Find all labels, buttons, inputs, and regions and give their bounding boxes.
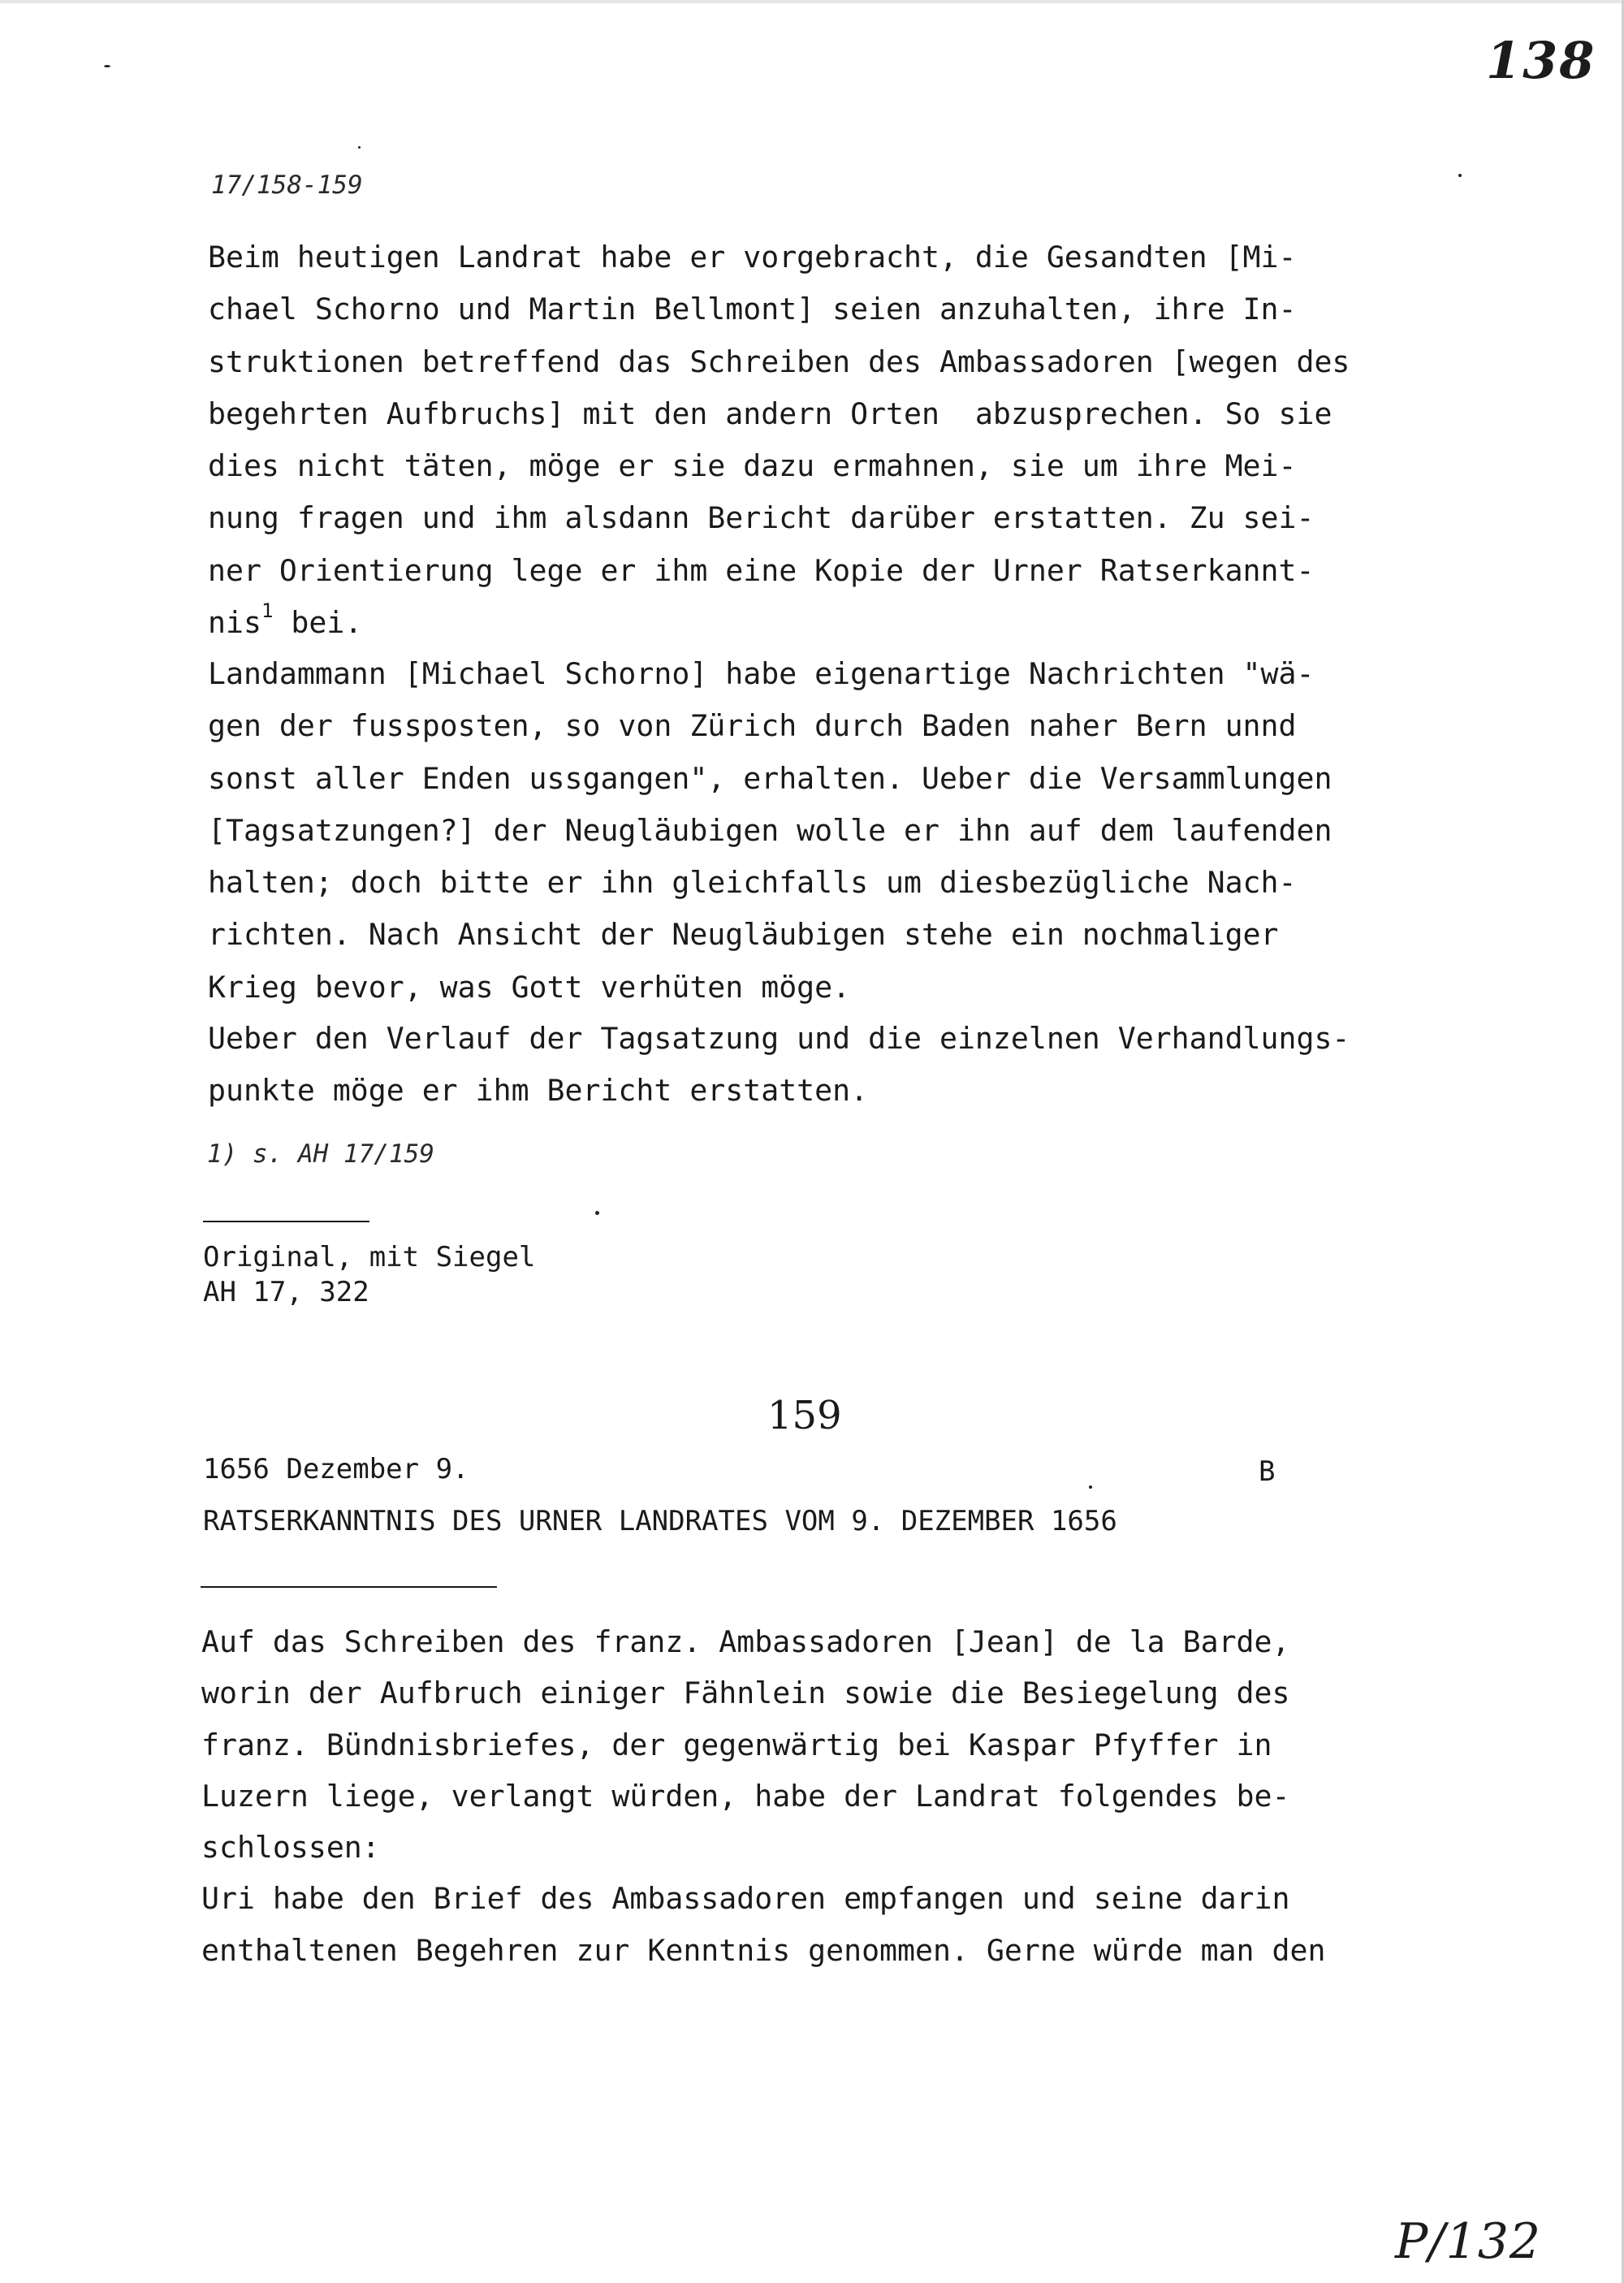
text-line: nis xyxy=(208,605,261,641)
source-line: Original, mit Siegel xyxy=(203,1241,536,1273)
text-line: schlossen: xyxy=(201,1830,380,1866)
text-line: bei. xyxy=(273,605,363,641)
text-line: chael Schorno und Martin Bellmont] seien anzuhalten, ihre In- xyxy=(208,292,1297,327)
text-line: worin der Aufbruch einiger Fähnlein sowie die Besiegelung des xyxy=(201,1675,1290,1711)
scan-speck xyxy=(358,146,361,149)
scan-speck xyxy=(1458,174,1462,177)
document-date: 1656 Dezember 9. xyxy=(203,1453,469,1485)
text-line: sonst aller Enden ussgangen", erhalten. Ueber die Versammlungen xyxy=(208,760,1332,796)
text-line: dies nicht täten, möge er sie dazu ermahnen, sie um ihre Mei- xyxy=(208,448,1297,484)
text-line: Krieg bevor, was Gott verhüten möge. xyxy=(208,969,851,1005)
text-line: enthaltenen Begehren zur Kenntnis genommen. Gerne würde man den xyxy=(201,1932,1326,1968)
text-line: halten; doch bitte er ihn gleichfalls um diesbezügliche Nach- xyxy=(208,865,1297,901)
text-line: begehrten Aufbruchs] mit den andern Orten abzusprechen. So sie xyxy=(208,396,1332,431)
handwritten-folio-number: 138 xyxy=(1486,31,1596,90)
paragraph-3 xyxy=(208,1013,1350,1118)
document-title: RATSERKANNTNIS DES URNER LANDRATES VOM 9. DEZEMBER 1656 xyxy=(203,1505,1117,1537)
footnote-mark: 1 xyxy=(261,599,274,622)
text-line: ner Orientierung lege er ihm eine Kopie der Urner Ratserkannt- xyxy=(208,552,1315,588)
handwritten-archive-number: P/132 xyxy=(1395,2213,1542,2270)
scan-speck xyxy=(1089,1485,1092,1489)
page-top-edge xyxy=(0,0,1624,3)
text-line: Ueber den Verlauf der Tagsatzung und die einzelnen Verhandlungs- xyxy=(208,1021,1350,1056)
footnote: 1) s. AH 17/159 xyxy=(207,1139,434,1169)
document-reference: 17/158-159 xyxy=(211,171,363,200)
text-line: struktionen betreffend das Schreiben des Ambassadoren [wegen des xyxy=(208,344,1350,379)
text-line: punkte möge er ihm Bericht erstatten. xyxy=(208,1073,869,1109)
text-line: nung fragen und ihm alsdann Bericht darüber erstatten. Zu sei- xyxy=(208,500,1315,536)
text-line: Beim heutigen Landrat habe er vorgebracht, die Gesandten [Mi- xyxy=(208,240,1297,275)
text-line: Auf das Schreiben des franz. Ambassadoren [Jean] de la Barde, xyxy=(201,1624,1290,1659)
footnote-divider xyxy=(203,1221,369,1222)
source-note xyxy=(203,1240,535,1310)
document-class-letter: B xyxy=(1259,1455,1276,1488)
text-line: Luzern liege, verlangt würden, habe der Landrat folgendes be- xyxy=(201,1778,1290,1814)
text-line: [Tagsatzungen?] der Neugläubigen wolle er ihn auf dem laufenden xyxy=(208,812,1332,848)
title-divider xyxy=(201,1586,497,1588)
text-line: gen der fussposten, so von Zürich durch Baden naher Bern unnd xyxy=(208,708,1297,744)
paragraph-1 xyxy=(208,231,1350,649)
text-line: richten. Nach Ansicht der Neugläubigen stehe ein nochmaliger xyxy=(208,917,1279,953)
source-line: AH 17, 322 xyxy=(203,1276,369,1308)
paragraph-4 xyxy=(201,1616,1325,1976)
scan-speck xyxy=(595,1211,599,1215)
document-number: 159 xyxy=(767,1393,842,1438)
scan-speck xyxy=(104,65,110,67)
paragraph-2 xyxy=(208,648,1332,1014)
text-line: Uri habe den Brief des Ambassadoren empfangen und seine darin xyxy=(201,1881,1290,1917)
text-line: franz. Bündnisbriefes, der gegenwärtig bei Kaspar Pfyffer in xyxy=(201,1727,1272,1762)
text-line: Landammann [Michael Schorno] habe eigenartige Nachrichten "wä- xyxy=(208,656,1315,691)
